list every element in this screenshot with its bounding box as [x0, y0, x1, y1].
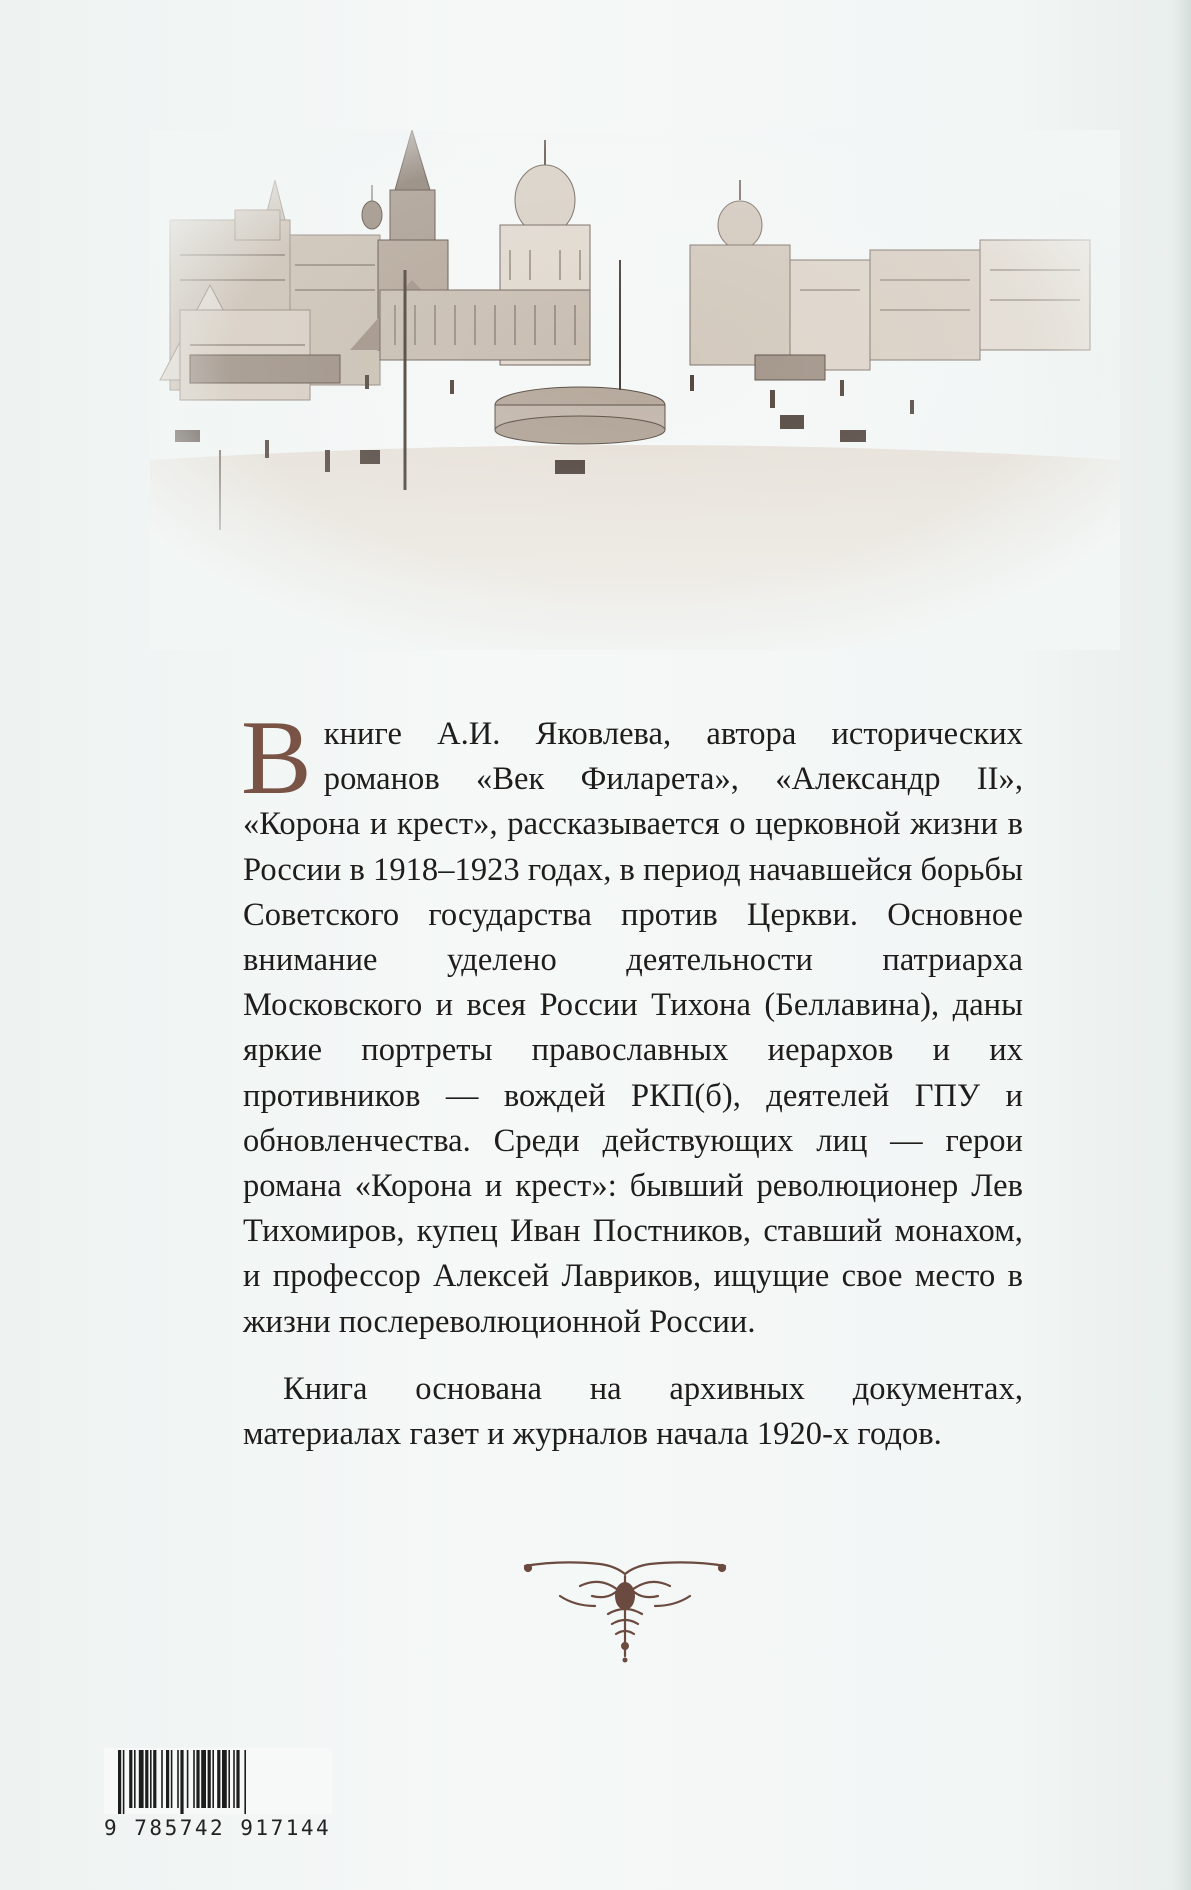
barcode-bar — [139, 1750, 144, 1808]
city-square-engraving — [150, 130, 1120, 650]
barcode-bar — [118, 1750, 121, 1814]
barcode-bar — [134, 1750, 136, 1808]
barcode-bar — [236, 1750, 239, 1808]
barcode-bar — [193, 1750, 195, 1808]
barcode-bar — [201, 1750, 206, 1808]
barcode-bar — [177, 1750, 179, 1808]
barcode-bar — [217, 1750, 220, 1808]
description-paragraph-1 — [241, 699, 1023, 1345]
paragraph-1-text: книге А.И. Яковлева, автора исторических романов «Век Филарета», «Александр II», «Корона и крест», рассказывается о церковной жизни в России в 1918–1923 годах, в период начавшейся борьбы Советского государства против Церкви. Основное внимание уделено деятельности патриарха Московского и всея России Тихона (Беллавина), даны яркие портреты православных иерархов и их противников — вождей РКП(б), деятелей ГПУ и обновленчества. Среди действующих лиц — герои романа «Корона и крест»: бывший революционер Лев Тихомиров, купец Иван Постников, ставший монахом, и профессор Алексей Лавриков, ищущие свое место в жизни послереволюционной России. — [243, 716, 1023, 1340]
barcode-bar — [228, 1750, 230, 1808]
barcode-digits: 9 785742 917144 — [104, 1816, 332, 1840]
decorative-ornament-icon — [520, 1556, 730, 1666]
page-edge-shadow — [1173, 0, 1191, 1890]
barcode-bar — [208, 1750, 211, 1808]
barcode-bar — [150, 1750, 152, 1808]
barcode-bar — [145, 1750, 148, 1808]
barcode-bar — [187, 1750, 189, 1808]
description-paragraph-2: Книга основана на архивных документах, материалах газет и журналов начала 1920-х годов. — [243, 1370, 1023, 1453]
barcode-bar — [233, 1750, 235, 1808]
drop-cap: В — [241, 699, 312, 816]
barcode-bar — [244, 1750, 246, 1814]
isbn-barcode — [104, 1748, 332, 1843]
book-description — [241, 699, 1023, 1457]
barcode-bar — [171, 1750, 173, 1808]
barcode-bars — [104, 1748, 332, 1814]
barcode-bar — [123, 1750, 125, 1814]
barcode-bar — [166, 1750, 169, 1808]
barcode-bar — [129, 1750, 132, 1808]
barcode-bar — [180, 1750, 183, 1814]
barcode-bar — [222, 1750, 227, 1808]
barcode-bar — [153, 1750, 156, 1808]
barcode-bar — [212, 1750, 214, 1808]
barcode-bar — [196, 1750, 199, 1808]
barcode-bar — [161, 1750, 163, 1808]
